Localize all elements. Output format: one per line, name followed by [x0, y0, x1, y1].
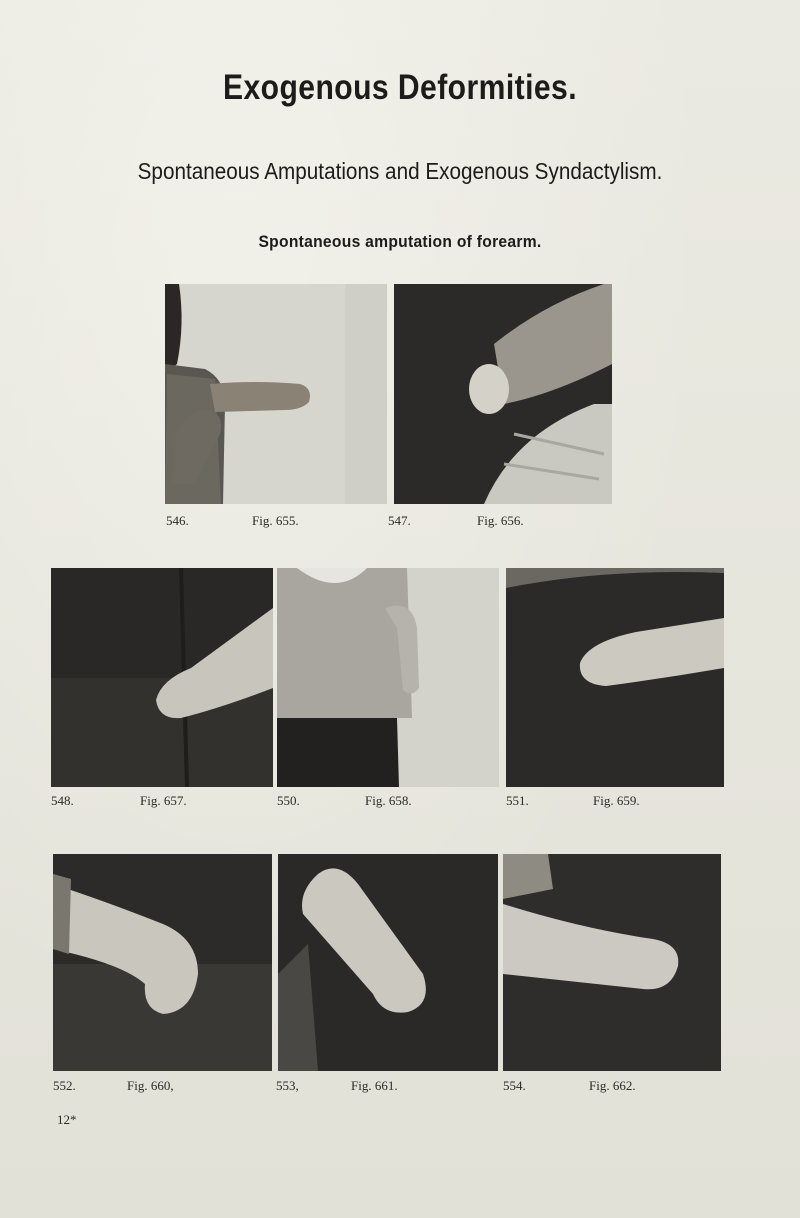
figure-number: 554.: [503, 1078, 526, 1093]
page-subheading: Spontaneous Amputations and Exogenous Syndactylism.: [137, 158, 663, 184]
figure-number: 547.: [388, 513, 411, 528]
figure-label: Fig. 660,: [127, 1078, 174, 1093]
figure-number: 550.: [277, 793, 300, 808]
figure-number: 552.: [53, 1078, 76, 1093]
photo-fig-656: [394, 284, 612, 504]
figure-label: Fig. 656.: [477, 513, 524, 528]
figure-label: Fig. 662.: [589, 1078, 636, 1093]
photo-fig-662: [503, 854, 721, 1071]
figure-number: 551.: [506, 793, 529, 808]
photo-fig-657: [51, 568, 273, 787]
page-number: 12*: [57, 1112, 77, 1127]
figure-label: Fig. 657.: [140, 793, 187, 808]
figure-number: 546.: [166, 513, 189, 528]
photo-fig-660: [53, 854, 272, 1071]
figure-label: Fig. 655.: [252, 513, 299, 528]
figure-label: Fig. 661.: [351, 1078, 398, 1093]
photo-fig-661: [278, 854, 498, 1071]
figure-number: 553,: [276, 1078, 299, 1093]
figure-label: Fig. 658.: [365, 793, 412, 808]
section-title: Spontaneous amputation of forearm.: [258, 232, 542, 251]
photo-fig-655: [165, 284, 387, 504]
figure-number: 548.: [51, 793, 74, 808]
photo-fig-658: [277, 568, 499, 787]
figure-label: Fig. 659.: [593, 793, 640, 808]
page-heading: Exogenous Deformities.: [222, 68, 577, 107]
photo-fig-659: [506, 568, 724, 787]
